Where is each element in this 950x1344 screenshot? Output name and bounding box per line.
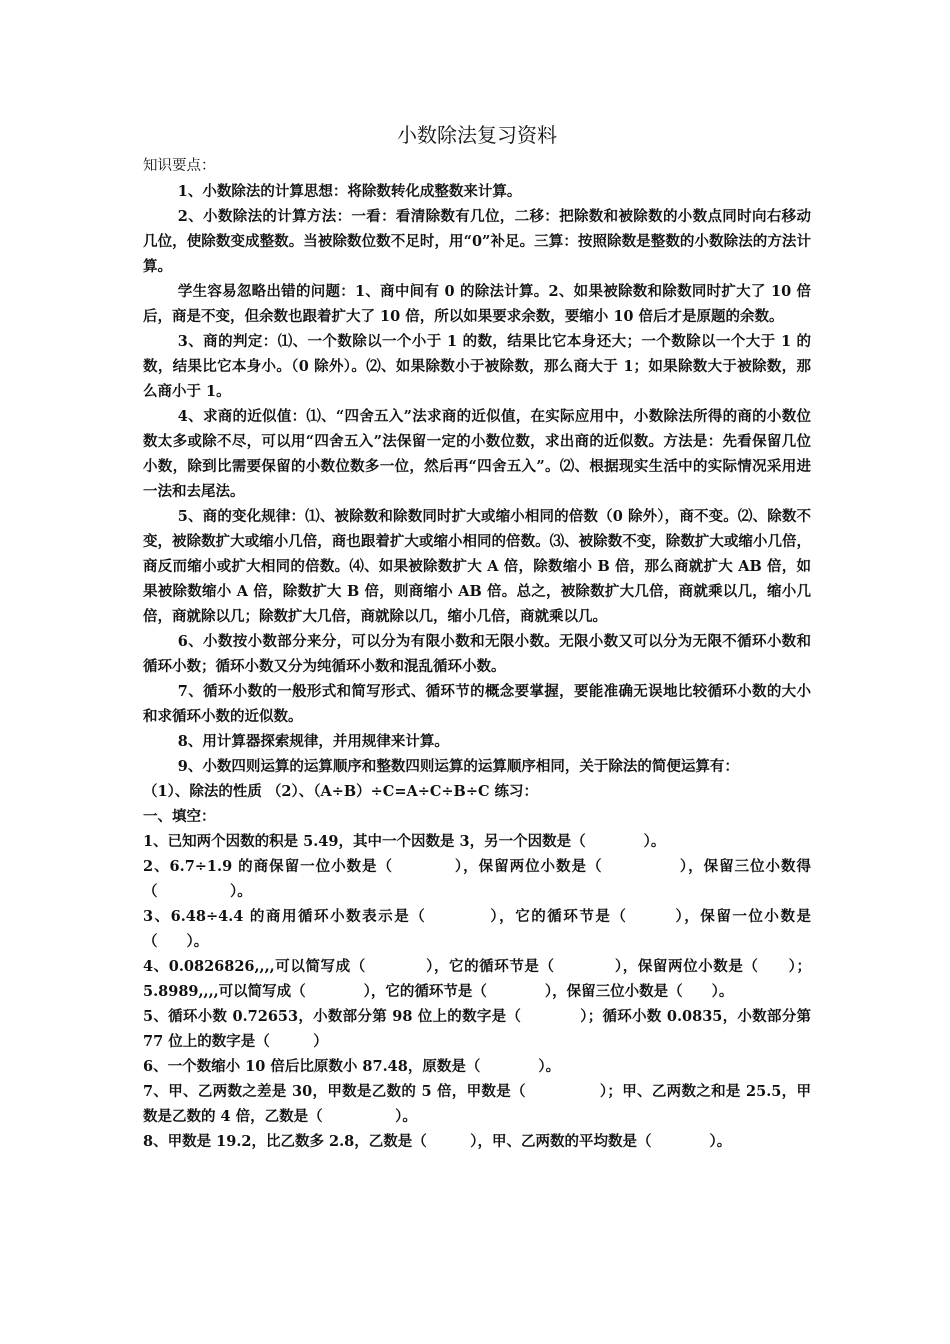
exercise-1: 1、已知两个因数的积是 5.49，其中一个因数是 3，另一个因数是（ ）。 (143, 833, 666, 850)
exercise-8: 8、甲数是 19.2，比乙数多 2.8，乙数是（ ），甲、乙两数的平均数是（ ）。 (143, 1133, 732, 1150)
exercise-6: 6、一个数缩小 10 倍后比原数小 87.48，原数是（ ）。 (143, 1058, 561, 1075)
exercise-4: 4、0.0826826,,,,可以简写成（ ），它的循环节是（ ），保留两位小数是（ ）；5.8989,,,,可以简写成（ ），它的循环节是（ ），保留三位小数是（ ）。 (143, 958, 811, 1000)
point-4: 4、求商的近似值：⑴、“四舍五入”法求商的近似值，在实际应用中，小数除法所得的商的小数位数太多或除不尽，可以用“四舍五入”法保留一定的小数位数，求出商的近似数。方法是：先看保留几位小数，除到比需要保留的小数位数多一位，然后再“四舍五入”。⑵、根据现实生活中的实际情况采用进一法和去尾法。 (143, 408, 811, 500)
exercise-7: 7、甲、乙两数之差是 30，甲数是乙数的 5 倍，甲数是（ ）；甲、乙两数之和是 25.5，甲数是乙数的 4 倍，乙数是（ ）。 (143, 1083, 811, 1125)
section-heading: 知识要点： (143, 158, 216, 174)
point-5: 5、商的变化规律：⑴、被除数和除数同时扩大或缩小相同的倍数（0 除外），商不变。⑵、除数不变，被除数扩大或缩小几倍，商也跟着扩大或缩小相同的倍数。⑶、被除数不变，除数扩大或缩小几倍，商反而缩小或扩大相同的倍数。⑷、如果被除数扩大 A 倍，除数缩小 B 倍，那么商就扩大 AB 倍，如果被除数缩小 A 倍，除数扩大 B 倍，则商缩小 AB 倍。总之，被除数扩大几倍，商就乘以几，缩小几倍，商就除以几；除数扩大几倍，商就除以几，缩小几倍，商就乘以几。 (143, 508, 811, 625)
common-mistakes: 学生容易忽略出错的问题：1、商中间有 0 的除法计算。2、如果被除数和除数同时扩大了 10 倍后，商是不变，但余数也跟着扩大了 10 倍，所以如果要求余数，要缩小 10 倍后才是原题的余数。 (143, 283, 811, 325)
document-page (143, 120, 811, 1154)
exercise-3: 3、6.48÷4.4 的商用循环小数表示是（ ），它的循环节是（ ），保留一位小数是（ ）。 (143, 908, 811, 950)
document-title: 小数除法复习资料 (397, 123, 557, 147)
exercise-2: 2、6.7÷1.9 的商保留一位小数是（ ），保留两位小数是（ ），保留三位小数得（ ）。 (143, 858, 811, 900)
point-3: 3、商的判定：⑴、一个数除以一个小于 1 的数，结果比它本身还大；一个数除以一个大于 1 的数，结果比它本身小。（0 除外）。⑵、如果除数小于被除数，那么商大于 1；如果除数大于被除数，那么商小于 1。 (143, 333, 811, 400)
point-9-detail: （1）、除法的性质 （2）、（A÷B）÷C=A÷C÷B÷C 练习： (143, 783, 539, 800)
point-2: 2、小数除法的计算方法：一看：看清除数有几位，二移：把除数和被除数的小数点同时向右移动几位，使除数变成整数。当被除数位数不足时，用“0”补足。三算：按照除数是整数的小数除法的方法计算。 (143, 208, 811, 275)
exercise-heading: 一、填空： (143, 808, 216, 825)
point-9: 9、小数四则运算的运算顺序和整数四则运算的运算顺序相同，关于除法的简便运算有： (177, 758, 739, 775)
point-6: 6、小数按小数部分来分，可以分为有限小数和无限小数。无限小数又可以分为无限不循环小数和循环小数；循环小数又分为纯循环小数和混乱循环小数。 (143, 633, 811, 675)
point-1: 1、小数除法的计算思想：将除数转化成整数来计算。 (177, 183, 522, 200)
exercise-5: 5、循环小数 0.72653，小数部分第 98 位上的数字是（ ）；循环小数 0.0835，小数部分第 77 位上的数字是（ ） (143, 1008, 811, 1050)
point-7: 7、循环小数的一般形式和简写形式、循环节的概念要掌握，要能准确无误地比较循环小数的大小和求循环小数的近似数。 (143, 683, 811, 725)
point-8: 8、用计算器探索规律，并用规律来计算。 (177, 733, 449, 750)
